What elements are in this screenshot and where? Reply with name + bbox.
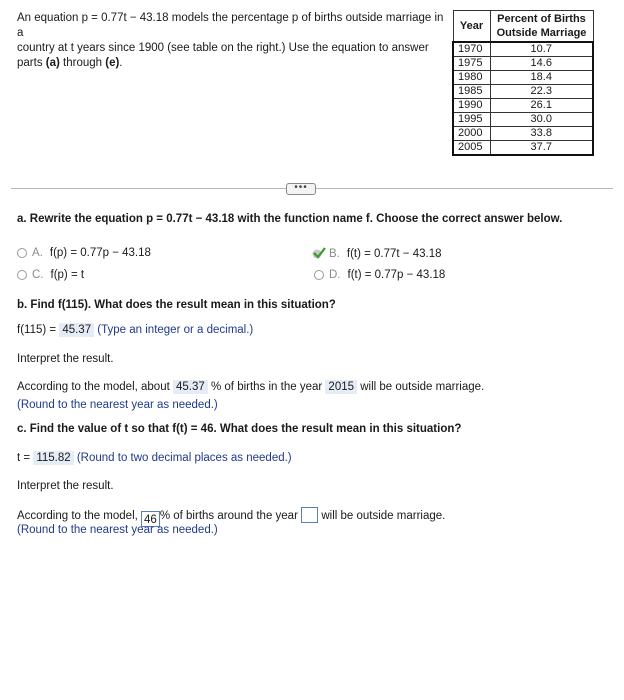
expand-more-button[interactable]: ••• — [286, 183, 316, 195]
part-c-equation: t = 115.82 (Round to two decimal places as needed.) — [17, 452, 292, 464]
cell-year: 1995 — [453, 113, 490, 127]
cell-year: 1985 — [453, 85, 490, 99]
radio-option-c[interactable] — [17, 270, 27, 280]
cell-percent: 30.0 — [490, 113, 593, 127]
cell-percent: 14.6 — [490, 57, 593, 71]
intro-line-2: country at t years since 1900 (see table on the right.) Use the equation to answer — [17, 42, 429, 54]
table-row — [453, 42, 593, 57]
radio-option-a[interactable] — [17, 248, 27, 258]
header-percent: Percent of Births Outside Marriage — [490, 11, 593, 43]
part-c-sentence: According to the model, 46 % of births around the year will be outside marriage. — [17, 507, 445, 527]
cell-percent: 33.8 — [490, 127, 593, 141]
cell-year: 2005 — [453, 141, 490, 156]
table-row — [453, 71, 593, 85]
cell-percent: 37.7 — [490, 141, 593, 156]
part-b-equation: f(115) = 45.37 (Type an integer or a decimal.) — [17, 324, 254, 336]
cell-year: 2000 — [453, 127, 490, 141]
part-b-prompt: b. Find f(115). What does the result mean in this situation? — [17, 299, 336, 311]
cell-percent: 10.7 — [490, 42, 593, 57]
part-b-sentence: According to the model, about 45.37 % of births in the year 2015 will be outside marriage. — [17, 381, 485, 393]
cell-year: 1970 — [453, 42, 490, 57]
option-d[interactable]: D. f(t) = 0.77p − 43.18 — [314, 269, 445, 281]
option-b[interactable]: B. f(t) = 0.77t − 43.18 — [312, 247, 442, 260]
year-input[interactable] — [301, 507, 318, 523]
part-c-prompt: c. Find the value of t so that f(t) = 46. What does the result mean in this situation? — [17, 423, 462, 435]
cell-year: 1975 — [453, 57, 490, 71]
header-year: Year — [453, 11, 490, 43]
part-b-hint: (Round to the nearest year as needed.) — [17, 399, 218, 411]
option-c[interactable]: C. f(p) = t — [17, 269, 84, 281]
cell-year: 1990 — [453, 99, 490, 113]
table-row — [453, 85, 593, 99]
table-row — [453, 141, 593, 156]
option-a[interactable]: A. f(p) = 0.77p − 43.18 — [17, 247, 151, 259]
cell-year: 1980 — [453, 71, 490, 85]
percent-input[interactable]: 46 — [141, 511, 160, 527]
part-c-hint: (Round to the nearest year as needed.) — [17, 524, 218, 536]
part-c-interpret-label: Interpret the result. — [17, 480, 114, 492]
intro-line-1: An equation p = 0.77t − 43.18 models the percentage p of births outside marriage in a — [17, 12, 444, 39]
table-row — [453, 127, 593, 141]
cell-percent: 22.3 — [490, 85, 593, 99]
problem-intro — [17, 11, 449, 71]
data-table — [452, 10, 594, 156]
radio-option-d[interactable] — [314, 270, 324, 280]
part-b-answer: 45.37 — [59, 323, 94, 337]
cell-percent: 18.4 — [490, 71, 593, 85]
part-c-answer: 115.82 — [33, 451, 73, 465]
part-b-percent-answer: 45.37 — [173, 380, 208, 394]
table-row — [453, 99, 593, 113]
part-b-year-answer: 2015 — [325, 380, 357, 394]
part-a-prompt: a. Rewrite the equation p = 0.77t − 43.18 with the function name f. Choose the correct answer below. — [17, 213, 563, 225]
checkmark-icon — [312, 247, 326, 259]
cell-percent: 26.1 — [490, 99, 593, 113]
table-row — [453, 113, 593, 127]
table-row — [453, 57, 593, 71]
intro-line-3: parts (a) through (e). — [17, 57, 123, 69]
part-b-interpret-label: Interpret the result. — [17, 353, 114, 365]
